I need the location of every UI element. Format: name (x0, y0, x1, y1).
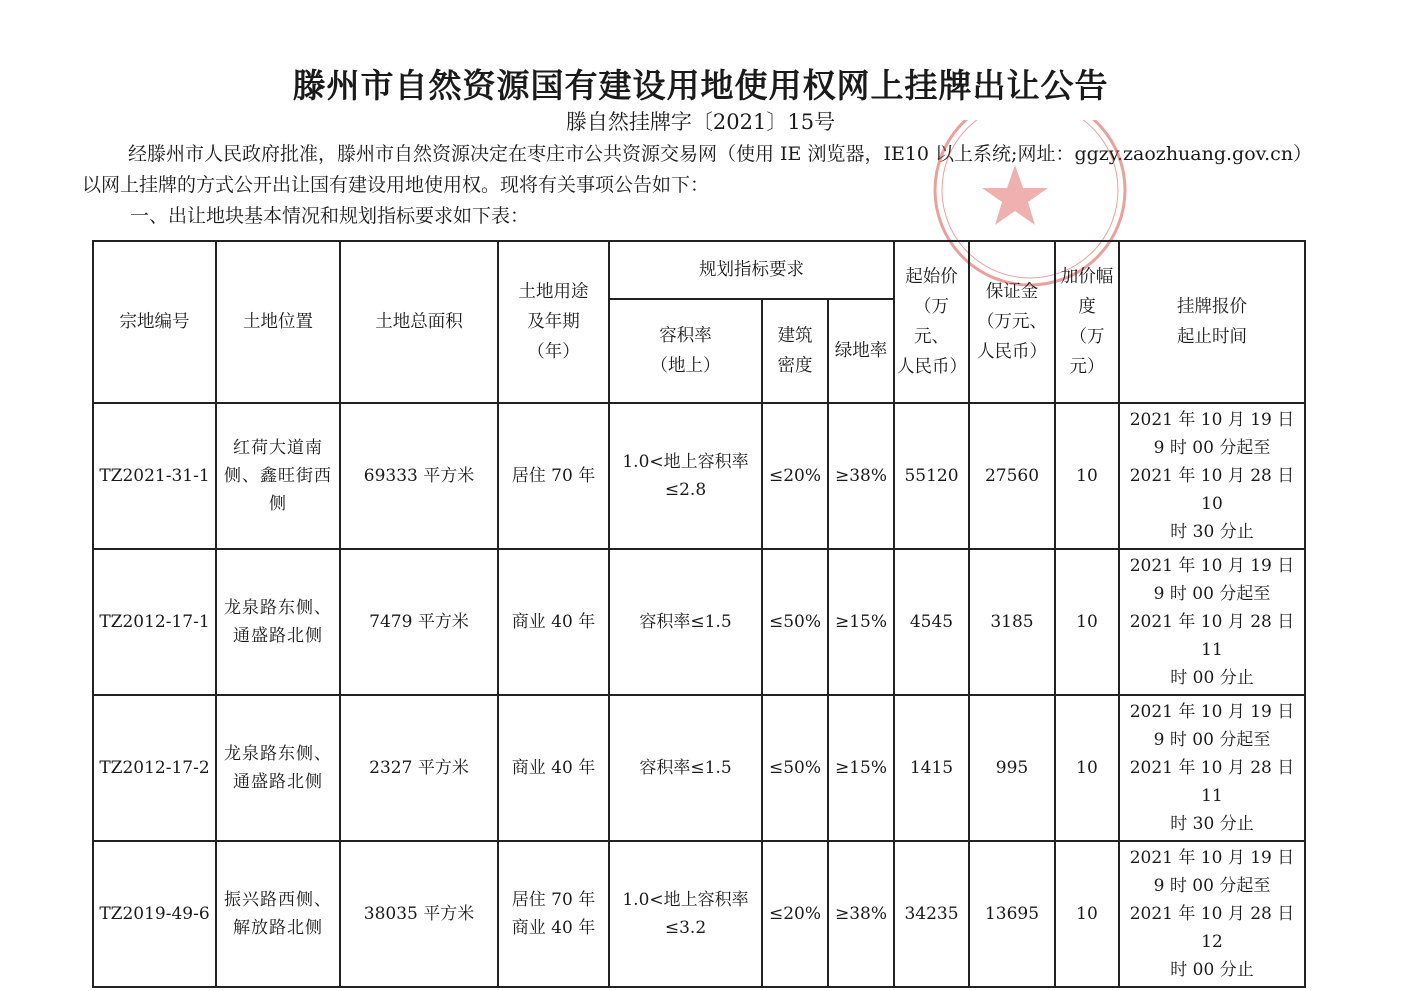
header-location: 土地位置 (216, 241, 340, 403)
cell-far: 1.0<地上容积率 ≤2.8 (609, 403, 762, 549)
cell-far: 容积率≤1.5 (609, 695, 762, 841)
header-density: 建筑 密度 (762, 299, 828, 403)
cell-deposit: 27560 (969, 403, 1055, 549)
cell-increment: 10 (1055, 841, 1119, 987)
cell-location: 龙泉路东侧、通盛路北侧 (216, 549, 340, 695)
document-number: 滕自然挂牌字〔2021〕15号 (565, 110, 836, 134)
cell-parcel-no: TZ2012-17-1 (93, 549, 216, 695)
header-time: 挂牌报价 起止时间 (1119, 241, 1305, 403)
cell-parcel-no: TZ2019-49-6 (93, 841, 216, 987)
header-start-price: 起始价 （万元、 人民币） (894, 241, 969, 403)
cell-use-term: 居住 70 年 (498, 403, 609, 549)
header-deposit: 保证金 （万元、 人民币） (969, 241, 1055, 403)
cell-parcel-no: TZ2021-31-1 (93, 403, 216, 549)
cell-increment: 10 (1055, 403, 1119, 549)
cell-green: ≥38% (828, 841, 894, 987)
header-planning: 规划指标要求 (609, 241, 894, 299)
table-row (93, 841, 1305, 987)
header-green: 绿地率 (828, 299, 894, 403)
cell-area: 7479 平方米 (340, 549, 498, 695)
table-row (93, 695, 1305, 841)
cell-start-price: 4545 (894, 549, 969, 695)
cell-deposit: 3185 (969, 549, 1055, 695)
land-parcel-table (92, 240, 1306, 988)
cell-time: 2021 年 10 月 19 日 9 时 00 分起至 2021 年 10 月 28 日 12 时 00 分止 (1119, 841, 1305, 987)
cell-location: 红荷大道南侧、鑫旺街西侧 (216, 403, 340, 549)
cell-start-price: 34235 (894, 841, 969, 987)
cell-use-term: 商业 40 年 (498, 695, 609, 841)
header-far: 容积率 （地上） (609, 299, 762, 403)
header-area: 土地总面积 (340, 241, 498, 403)
cell-far: 容积率≤1.5 (609, 549, 762, 695)
cell-area: 38035 平方米 (340, 841, 498, 987)
cell-use-term: 商业 40 年 (498, 549, 609, 695)
cell-density: ≤50% (762, 695, 828, 841)
cell-increment: 10 (1055, 549, 1119, 695)
intro-paragraph: 经滕州市人民政府批准，滕州市自然资源决定在枣庄市公共资源交易网（使用 IE 浏览器，IE10 以上系统;网址：ggzy.zaozhuang.gov.cn）以网上挂牌的方式公开出让国有建设用地使用权。现将有关事项公告如下： (82, 143, 1303, 196)
cell-time: 2021 年 10 月 19 日 9 时 00 分起至 2021 年 10 月 28 日 11 时 30 分止 (1119, 695, 1305, 841)
cell-deposit: 995 (969, 695, 1055, 841)
cell-time: 2021 年 10 月 19 日 9 时 00 分起至 2021 年 10 月 28 日 11 时 00 分止 (1119, 549, 1305, 695)
cell-deposit: 13695 (969, 841, 1055, 987)
cell-green: ≥15% (828, 549, 894, 695)
header-use-term: 土地用途 及年期 （年） (498, 241, 609, 403)
cell-area: 69333 平方米 (340, 403, 498, 549)
cell-density: ≤20% (762, 841, 828, 987)
cell-density: ≤50% (762, 549, 828, 695)
cell-parcel-no: TZ2012-17-2 (93, 695, 216, 841)
header-increment: 加价幅 度 （万 元） (1055, 241, 1119, 403)
page-title: 滕州市自然资源国有建设用地使用权网上挂牌出让公告 (292, 66, 1109, 105)
cell-use-term: 居住 70 年 商业 40 年 (498, 841, 609, 987)
cell-location: 龙泉路东侧、通盛路北侧 (216, 695, 340, 841)
cell-green: ≥38% (828, 403, 894, 549)
cell-increment: 10 (1055, 695, 1119, 841)
cell-area: 2327 平方米 (340, 695, 498, 841)
cell-green: ≥15% (828, 695, 894, 841)
table-row (93, 403, 1305, 549)
cell-far: 1.0<地上容积率 ≤3.2 (609, 841, 762, 987)
section-heading: 一、出让地块基本情况和规划指标要求如下表： (130, 205, 530, 227)
header-parcel-no: 宗地编号 (93, 241, 216, 403)
cell-time: 2021 年 10 月 19 日 9 时 00 分起至 2021 年 10 月 28 日 10 时 30 分止 (1119, 403, 1305, 549)
table-header-row (93, 241, 1305, 299)
cell-start-price: 55120 (894, 403, 969, 549)
cell-density: ≤20% (762, 403, 828, 549)
cell-location: 振兴路西侧、解放路北侧 (216, 841, 340, 987)
cell-start-price: 1415 (894, 695, 969, 841)
table-row (93, 549, 1305, 695)
